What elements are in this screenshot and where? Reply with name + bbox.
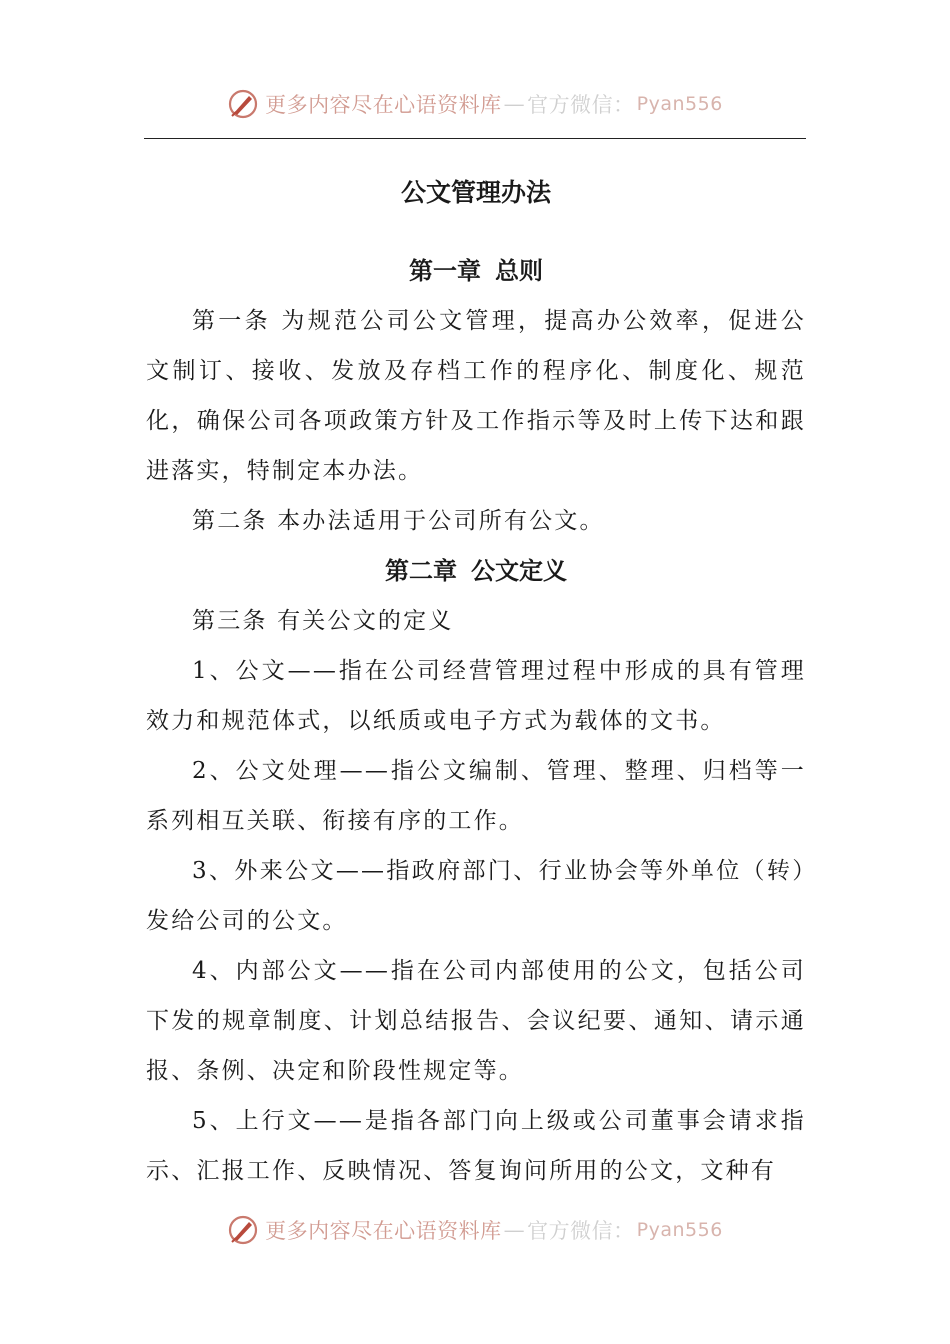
watermark-brand: 更多内容尽在心语资料库: [265, 93, 502, 117]
watermark-dash: —: [503, 1218, 526, 1242]
watermark-wechat-id: Pyan556: [636, 93, 723, 115]
chapter-number: 第二章: [385, 557, 457, 585]
header-divider: [144, 138, 806, 139]
quill-logo-icon: [227, 88, 259, 120]
article-2: 第二条 本办法适用于公司所有公文。: [192, 508, 605, 534]
definition-2: 2、公文处理——指公文编制、管理、整理、归档等一系列相互关联、衔接有序的工作。: [146, 758, 806, 834]
chapter-number: 第一章: [409, 257, 481, 285]
chapter-name: 公文定义: [471, 557, 567, 585]
chapter-heading-2: [146, 546, 806, 596]
page-title: 公文管理办法: [400, 178, 551, 207]
definition-5: 5、上行文——是指各部门向上级或公司董事会请求指示、汇报工作、反映情况、答复询问所用的公文，文种有: [146, 1108, 806, 1184]
watermark-brand: 更多内容尽在心语资料库: [265, 1219, 502, 1243]
footer-watermark: [0, 1210, 950, 1250]
document-body: [146, 170, 806, 1196]
article-3: 第三条 有关公文的定义: [192, 608, 454, 634]
watermark-dash: —: [503, 92, 526, 116]
definition-1: 1、公文——指在公司经营管理过程中形成的具有管理效力和规范体式，以纸质或电子方式为载体的文书。: [146, 658, 806, 734]
article-1: 第一条 为规范公司公文管理，提高办公效率，促进公文制订、接收、发放及存档工作的程序化、制度化、规范化，确保公司各项政策方针及工作指示等及时上传下达和跟进落实，特制定本办法。: [146, 308, 806, 484]
chapter-name: 总则: [495, 257, 543, 285]
header-watermark: [0, 84, 950, 124]
watermark-official-label: 官方微信：: [527, 1219, 635, 1243]
chapter-heading-1: [146, 246, 806, 296]
watermark-official-label: 官方微信：: [527, 93, 635, 117]
definition-4: 4、内部公文——指在公司内部使用的公文，包括公司下发的规章制度、计划总结报告、会议纪要、通知、请示通报、条例、决定和阶段性规定等。: [146, 958, 806, 1084]
quill-logo-icon: [227, 1214, 259, 1246]
definition-3: 3、外来公文——指政府部门、行业协会等外单位（转）发给公司的公文。: [146, 858, 806, 934]
watermark-wechat-id: Pyan556: [636, 1219, 723, 1241]
